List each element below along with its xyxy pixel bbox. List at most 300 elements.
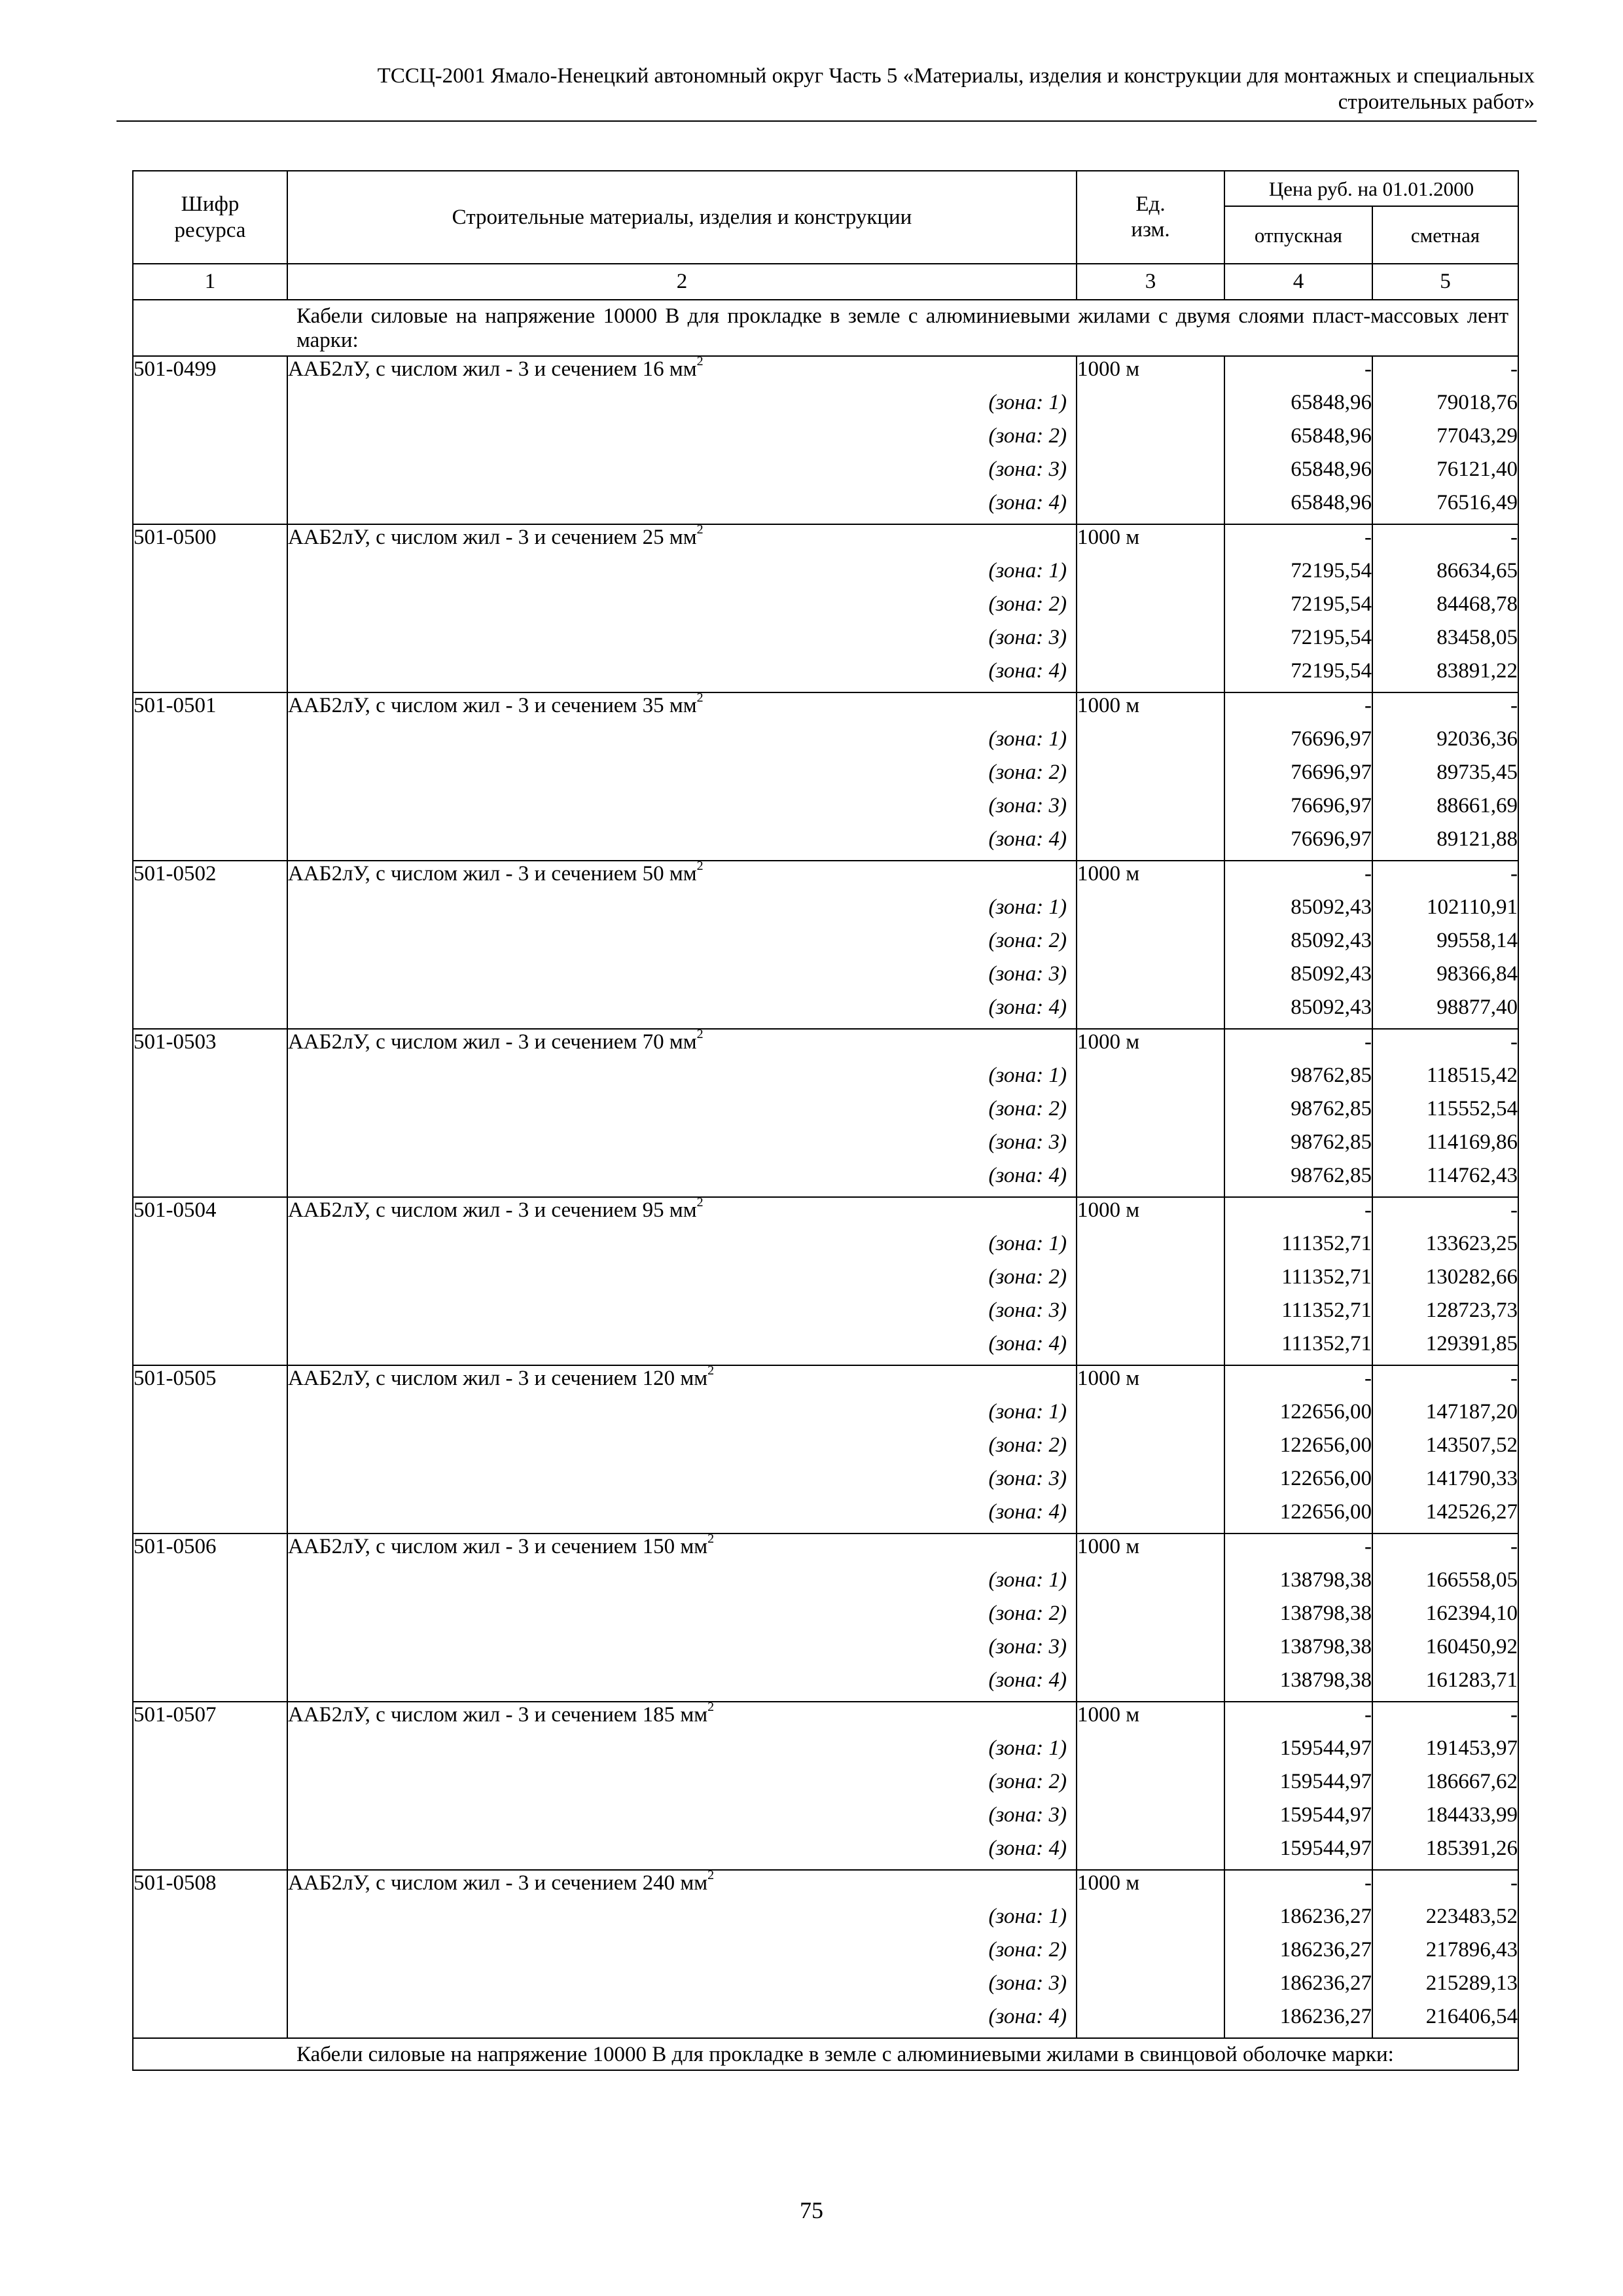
zone-label: (зона: 2) [287, 592, 1077, 625]
price-sale: - [1224, 356, 1372, 390]
zone-unit-empty [1077, 457, 1224, 490]
price-estimate: - [1372, 692, 1518, 726]
resource-name-text: ААБ2лУ, с числом жил - 3 и сечением 50 мм [288, 862, 697, 886]
resource-name [287, 1702, 1077, 1736]
zone-price-estimate: 114169,86 [1372, 1130, 1518, 1163]
zone-price-estimate: 147187,20 [1372, 1399, 1518, 1433]
zone-row [133, 1971, 1518, 2004]
resource-code: 501-0504 [133, 1197, 287, 1231]
column-number: 1 [133, 264, 287, 300]
resource-code: 501-0507 [133, 1702, 287, 1736]
resource-name [287, 524, 1077, 558]
zone-unit-empty [1077, 760, 1224, 793]
zone-price-sale: 98762,85 [1224, 1096, 1372, 1130]
header-unit [1077, 171, 1224, 264]
zone-unit-empty [1077, 1499, 1224, 1534]
zone-unit-empty [1077, 827, 1224, 861]
zone-row [133, 658, 1518, 692]
zone-price-sale: 122656,00 [1224, 1433, 1372, 1466]
zone-price-sale: 159544,97 [1224, 1803, 1372, 1836]
zone-row [133, 2004, 1518, 2038]
zone-unit-empty [1077, 1163, 1224, 1197]
zone-label: (зона: 4) [287, 1668, 1077, 1702]
table-row [133, 1029, 1518, 1063]
zone-price-sale: 186236,27 [1224, 1971, 1372, 2004]
price-estimate: - [1372, 1870, 1518, 1904]
zone-price-sale: 159544,97 [1224, 1836, 1372, 1870]
zone-code-empty [133, 658, 287, 692]
zone-code-empty [133, 1298, 287, 1331]
resource-code: 501-0506 [133, 1534, 287, 1568]
zone-code-empty [133, 1063, 287, 1096]
zone-label: (зона: 1) [287, 1399, 1077, 1433]
zone-code-empty [133, 1836, 287, 1870]
unit-of-measure: 1000 м [1077, 1197, 1224, 1231]
zone-row [133, 1634, 1518, 1668]
zone-label: (зона: 3) [287, 1130, 1077, 1163]
zone-code-empty [133, 1163, 287, 1197]
resource-name-text: ААБ2лУ, с числом жил - 3 и сечением 16 мм [288, 357, 697, 381]
zone-price-estimate: 98877,40 [1372, 995, 1518, 1029]
price-estimate: - [1372, 1534, 1518, 1568]
zone-label: (зона: 3) [287, 625, 1077, 658]
zone-price-estimate: 166558,05 [1372, 1568, 1518, 1601]
zone-label: (зона: 4) [287, 490, 1077, 524]
resource-name-text: ААБ2лУ, с числом жил - 3 и сечением 95 мм [288, 1198, 697, 1222]
zone-label: (зона: 2) [287, 1937, 1077, 1971]
zone-row [133, 1937, 1518, 1971]
unit-of-measure: 1000 м [1077, 861, 1224, 895]
zone-price-estimate: 191453,97 [1372, 1736, 1518, 1769]
category-title: Кабели силовые на напряжение 10000 В для прокладке в земле с алюминиевыми жилами с двумя слоями пласт-массовых лент марки: [287, 300, 1518, 356]
column-number: 5 [1372, 264, 1518, 300]
zone-label: (зона: 1) [287, 1904, 1077, 1937]
zone-label: (зона: 2) [287, 1096, 1077, 1130]
zone-unit-empty [1077, 1769, 1224, 1803]
unit-of-measure: 1000 м [1077, 1029, 1224, 1063]
zone-label: (зона: 1) [287, 1736, 1077, 1769]
zone-row [133, 793, 1518, 827]
resource-name [287, 1029, 1077, 1063]
zone-code-empty [133, 1231, 287, 1265]
zone-unit-empty [1077, 1063, 1224, 1096]
zone-label: (зона: 4) [287, 1163, 1077, 1197]
zone-price-sale: 76696,97 [1224, 827, 1372, 861]
price-table-body [133, 171, 1518, 2070]
header-price: Цена руб. на 01.01.2000 [1224, 171, 1518, 206]
zone-label: (зона: 2) [287, 423, 1077, 457]
resource-code: 501-0499 [133, 356, 287, 390]
resource-name [287, 1534, 1077, 1568]
zone-price-sale: 65848,96 [1224, 490, 1372, 524]
zone-unit-empty [1077, 1331, 1224, 1365]
zone-code-empty [133, 1601, 287, 1634]
zone-label: (зона: 4) [287, 827, 1077, 861]
zone-price-estimate: 130282,66 [1372, 1265, 1518, 1298]
zone-unit-empty [1077, 995, 1224, 1029]
table-row [133, 1197, 1518, 1231]
zone-unit-empty [1077, 1836, 1224, 1870]
price-estimate: - [1372, 1365, 1518, 1399]
zone-price-estimate: 133623,25 [1372, 1231, 1518, 1265]
zone-price-sale: 72195,54 [1224, 625, 1372, 658]
zone-row [133, 1063, 1518, 1096]
zone-code-empty [133, 1937, 287, 1971]
zone-unit-empty [1077, 895, 1224, 928]
zone-code-empty [133, 490, 287, 524]
zone-unit-empty [1077, 1399, 1224, 1433]
zone-row [133, 1668, 1518, 1702]
zone-price-estimate: 76516,49 [1372, 490, 1518, 524]
zone-row [133, 1130, 1518, 1163]
zone-row [133, 1803, 1518, 1836]
zone-code-empty [133, 895, 287, 928]
zone-label: (зона: 3) [287, 961, 1077, 995]
zone-price-sale: 98762,85 [1224, 1130, 1372, 1163]
zone-code-empty [133, 961, 287, 995]
zone-row [133, 1568, 1518, 1601]
resource-code: 501-0502 [133, 861, 287, 895]
zone-price-sale: 111352,71 [1224, 1231, 1372, 1265]
unit-of-measure: 1000 м [1077, 1534, 1224, 1568]
zone-row [133, 827, 1518, 861]
zone-code-empty [133, 1433, 287, 1466]
unit-superscript: 2 [707, 1868, 715, 1882]
column-number: 3 [1077, 264, 1224, 300]
zone-label: (зона: 3) [287, 1971, 1077, 2004]
table-row [133, 1702, 1518, 1736]
price-estimate: - [1372, 1197, 1518, 1231]
resource-code: 501-0508 [133, 1870, 287, 1904]
zone-price-estimate: 141790,33 [1372, 1466, 1518, 1499]
zone-row [133, 1298, 1518, 1331]
zone-price-estimate: 129391,85 [1372, 1331, 1518, 1365]
zone-row [133, 1231, 1518, 1265]
zone-price-estimate: 118515,42 [1372, 1063, 1518, 1096]
zone-code-empty [133, 2004, 287, 2038]
zone-price-sale: 76696,97 [1224, 726, 1372, 760]
zone-price-sale: 138798,38 [1224, 1568, 1372, 1601]
zone-price-estimate: 114762,43 [1372, 1163, 1518, 1197]
zone-price-sale: 138798,38 [1224, 1634, 1372, 1668]
zone-unit-empty [1077, 1298, 1224, 1331]
zone-label: (зона: 3) [287, 1466, 1077, 1499]
zone-label: (зона: 3) [287, 457, 1077, 490]
category-row [133, 2038, 1518, 2070]
zone-price-estimate: 162394,10 [1372, 1601, 1518, 1634]
zone-price-sale: 72195,54 [1224, 592, 1372, 625]
zone-unit-empty [1077, 658, 1224, 692]
zone-row [133, 1769, 1518, 1803]
zone-price-sale: 85092,43 [1224, 995, 1372, 1029]
category-code-empty [133, 300, 287, 356]
zone-price-sale: 186236,27 [1224, 1904, 1372, 1937]
zone-price-estimate: 83891,22 [1372, 658, 1518, 692]
zone-label: (зона: 1) [287, 1568, 1077, 1601]
zone-price-sale: 98762,85 [1224, 1163, 1372, 1197]
price-sale: - [1224, 524, 1372, 558]
zone-price-estimate: 77043,29 [1372, 423, 1518, 457]
zone-price-sale: 85092,43 [1224, 928, 1372, 961]
zone-row [133, 1736, 1518, 1769]
unit-of-measure: 1000 м [1077, 524, 1224, 558]
zone-row [133, 961, 1518, 995]
zone-price-sale: 138798,38 [1224, 1601, 1372, 1634]
zone-price-sale: 111352,71 [1224, 1298, 1372, 1331]
zone-label: (зона: 4) [287, 1331, 1077, 1365]
zone-label: (зона: 2) [287, 1769, 1077, 1803]
zone-row [133, 1163, 1518, 1197]
table-row [133, 356, 1518, 390]
zone-price-sale: 186236,27 [1224, 1937, 1372, 1971]
zone-label: (зона: 2) [287, 1601, 1077, 1634]
resource-code: 501-0500 [133, 524, 287, 558]
zone-label: (зона: 2) [287, 928, 1077, 961]
price-sale: - [1224, 1365, 1372, 1399]
unit-superscript: 2 [696, 859, 704, 873]
resource-name [287, 1365, 1077, 1399]
zone-row [133, 1399, 1518, 1433]
zone-unit-empty [1077, 1466, 1224, 1499]
zone-label: (зона: 1) [287, 1063, 1077, 1096]
zone-price-sale: 76696,97 [1224, 793, 1372, 827]
resource-name [287, 861, 1077, 895]
zone-price-estimate: 92036,36 [1372, 726, 1518, 760]
zone-price-estimate: 115552,54 [1372, 1096, 1518, 1130]
zone-row [133, 592, 1518, 625]
zone-price-sale: 98762,85 [1224, 1063, 1372, 1096]
zone-code-empty [133, 1769, 287, 1803]
price-estimate: - [1372, 356, 1518, 390]
zone-code-empty [133, 1466, 287, 1499]
zone-code-empty [133, 1499, 287, 1534]
zone-code-empty [133, 1736, 287, 1769]
unit-of-measure: 1000 м [1077, 1870, 1224, 1904]
zone-code-empty [133, 1803, 287, 1836]
zone-row [133, 1096, 1518, 1130]
category-code-empty [133, 2038, 287, 2070]
zone-price-sale: 111352,71 [1224, 1331, 1372, 1365]
price-sale: - [1224, 861, 1372, 895]
zone-price-estimate: 102110,91 [1372, 895, 1518, 928]
zone-row [133, 457, 1518, 490]
header-rule [116, 120, 1537, 122]
zone-price-estimate: 160450,92 [1372, 1634, 1518, 1668]
zone-code-empty [133, 1096, 287, 1130]
zone-row [133, 423, 1518, 457]
zone-price-estimate: 89121,88 [1372, 827, 1518, 861]
price-table [132, 170, 1519, 2071]
zone-price-sale: 72195,54 [1224, 658, 1372, 692]
resource-name [287, 356, 1077, 390]
unit-superscript: 2 [707, 1700, 715, 1714]
zone-label: (зона: 3) [287, 793, 1077, 827]
category-title: Кабели силовые на напряжение 10000 В для прокладке в земле с алюминиевыми жилами в свинцовой оболочке марки: [287, 2038, 1518, 2070]
zone-unit-empty [1077, 928, 1224, 961]
header-code-label: Шифр ресурса [174, 192, 246, 242]
resource-name-text: ААБ2лУ, с числом жил - 3 и сечением 150 мм [288, 1535, 708, 1558]
zone-code-empty [133, 1904, 287, 1937]
zone-price-estimate: 184433,99 [1372, 1803, 1518, 1836]
price-sale: - [1224, 1870, 1372, 1904]
resource-name-text: ААБ2лУ, с числом жил - 3 и сечением 120 мм [288, 1367, 708, 1390]
zone-unit-empty [1077, 1231, 1224, 1265]
zone-unit-empty [1077, 390, 1224, 423]
zone-label: (зона: 2) [287, 760, 1077, 793]
zone-label: (зона: 4) [287, 2004, 1077, 2038]
resource-name-text: ААБ2лУ, с числом жил - 3 и сечением 70 мм [288, 1030, 697, 1054]
zone-code-empty [133, 1971, 287, 2004]
zone-price-sale: 111352,71 [1224, 1265, 1372, 1298]
zone-row [133, 928, 1518, 961]
zone-unit-empty [1077, 2004, 1224, 2038]
zone-price-estimate: 99558,14 [1372, 928, 1518, 961]
zone-unit-empty [1077, 1130, 1224, 1163]
unit-superscript: 2 [707, 1532, 715, 1546]
zone-unit-empty [1077, 558, 1224, 592]
column-numbers-row [133, 264, 1518, 300]
price-sale: - [1224, 1029, 1372, 1063]
zone-row [133, 760, 1518, 793]
zone-row [133, 1331, 1518, 1365]
unit-superscript: 2 [696, 354, 704, 368]
running-header-line-1: ТССЦ-2001 Ямало-Ненецкий автономный округ Часть 5 «Материалы, изделия и конструкции для монтажных и специальных [377, 64, 1535, 88]
zone-row [133, 995, 1518, 1029]
price-estimate: - [1372, 861, 1518, 895]
header-unit-line-2: изм. [1131, 218, 1170, 242]
category-row [133, 300, 1518, 356]
zone-code-empty [133, 995, 287, 1029]
zone-price-sale: 72195,54 [1224, 558, 1372, 592]
unit-of-measure: 1000 м [1077, 356, 1224, 390]
zone-label: (зона: 4) [287, 995, 1077, 1029]
zone-row [133, 1836, 1518, 1870]
unit-superscript: 2 [696, 1195, 704, 1210]
unit-superscript: 2 [696, 691, 704, 705]
zone-price-estimate: 223483,52 [1372, 1904, 1518, 1937]
zone-code-empty [133, 1130, 287, 1163]
zone-code-empty [133, 1399, 287, 1433]
zone-price-estimate: 142526,27 [1372, 1499, 1518, 1534]
price-sale: - [1224, 1702, 1372, 1736]
table-row [133, 692, 1518, 726]
zone-price-sale: 186236,27 [1224, 2004, 1372, 2038]
zone-unit-empty [1077, 1937, 1224, 1971]
column-number: 4 [1224, 264, 1372, 300]
zone-row [133, 1499, 1518, 1534]
header-code [133, 171, 287, 264]
zone-price-sale: 122656,00 [1224, 1499, 1372, 1534]
zone-price-sale: 76696,97 [1224, 760, 1372, 793]
zone-label: (зона: 4) [287, 1499, 1077, 1534]
unit-of-measure: 1000 м [1077, 1365, 1224, 1399]
zone-row [133, 895, 1518, 928]
zone-price-estimate: 98366,84 [1372, 961, 1518, 995]
zone-price-estimate: 216406,54 [1372, 2004, 1518, 2038]
zone-price-sale: 138798,38 [1224, 1668, 1372, 1702]
header-unit-line-1: Ед. [1135, 192, 1166, 216]
zone-row [133, 1466, 1518, 1499]
zone-row [133, 1265, 1518, 1298]
resource-name-text: ААБ2лУ, с числом жил - 3 и сечением 35 мм [288, 694, 697, 717]
column-number: 2 [287, 264, 1077, 300]
zone-price-sale: 65848,96 [1224, 423, 1372, 457]
zone-label: (зона: 4) [287, 1836, 1077, 1870]
table-row [133, 861, 1518, 895]
zone-price-estimate: 89735,45 [1372, 760, 1518, 793]
price-estimate: - [1372, 1029, 1518, 1063]
zone-code-empty [133, 793, 287, 827]
table-row [133, 1870, 1518, 1904]
zone-unit-empty [1077, 793, 1224, 827]
zone-row [133, 1904, 1518, 1937]
table-header-row [133, 171, 1518, 206]
zone-code-empty [133, 592, 287, 625]
zone-row [133, 1433, 1518, 1466]
table-row [133, 1365, 1518, 1399]
header-price-sale: отпускная [1224, 206, 1372, 264]
table-row [133, 524, 1518, 558]
zone-unit-empty [1077, 625, 1224, 658]
zone-label: (зона: 1) [287, 558, 1077, 592]
zone-unit-empty [1077, 1971, 1224, 2004]
zone-code-empty [133, 726, 287, 760]
zone-price-estimate: 215289,13 [1372, 1971, 1518, 2004]
zone-price-estimate: 161283,71 [1372, 1668, 1518, 1702]
zone-unit-empty [1077, 1433, 1224, 1466]
zone-price-sale: 159544,97 [1224, 1736, 1372, 1769]
zone-unit-empty [1077, 1668, 1224, 1702]
resource-name-text: ААБ2лУ, с числом жил - 3 и сечением 185 мм [288, 1703, 708, 1727]
zone-price-estimate: 143507,52 [1372, 1433, 1518, 1466]
zone-unit-empty [1077, 423, 1224, 457]
resource-name [287, 692, 1077, 726]
unit-superscript: 2 [696, 1027, 704, 1041]
price-sale: - [1224, 1197, 1372, 1231]
zone-code-empty [133, 1265, 287, 1298]
zone-code-empty [133, 558, 287, 592]
zone-price-estimate: 79018,76 [1372, 390, 1518, 423]
zone-code-empty [133, 423, 287, 457]
resource-name [287, 1870, 1077, 1904]
zone-price-sale: 122656,00 [1224, 1399, 1372, 1433]
zone-unit-empty [1077, 1265, 1224, 1298]
header-name: Строительные материалы, изделия и конструкции [287, 171, 1077, 264]
zone-unit-empty [1077, 1736, 1224, 1769]
zone-label: (зона: 1) [287, 1231, 1077, 1265]
resource-name-text: ААБ2лУ, с числом жил - 3 и сечением 240 мм [288, 1871, 708, 1895]
zone-code-empty [133, 1668, 287, 1702]
zone-unit-empty [1077, 1634, 1224, 1668]
resource-code: 501-0503 [133, 1029, 287, 1063]
zone-price-estimate: 186667,62 [1372, 1769, 1518, 1803]
zone-unit-empty [1077, 1904, 1224, 1937]
running-header-line-2: строительных работ» [1338, 90, 1535, 114]
price-estimate: - [1372, 524, 1518, 558]
zone-price-sale: 65848,96 [1224, 390, 1372, 423]
zone-code-empty [133, 1331, 287, 1365]
zone-unit-empty [1077, 961, 1224, 995]
zone-price-sale: 85092,43 [1224, 961, 1372, 995]
zone-price-estimate: 86634,65 [1372, 558, 1518, 592]
zone-code-empty [133, 1634, 287, 1668]
zone-label: (зона: 4) [287, 658, 1077, 692]
zone-unit-empty [1077, 1568, 1224, 1601]
table-row [133, 1534, 1518, 1568]
zone-unit-empty [1077, 1803, 1224, 1836]
zone-label: (зона: 2) [287, 1265, 1077, 1298]
zone-code-empty [133, 760, 287, 793]
